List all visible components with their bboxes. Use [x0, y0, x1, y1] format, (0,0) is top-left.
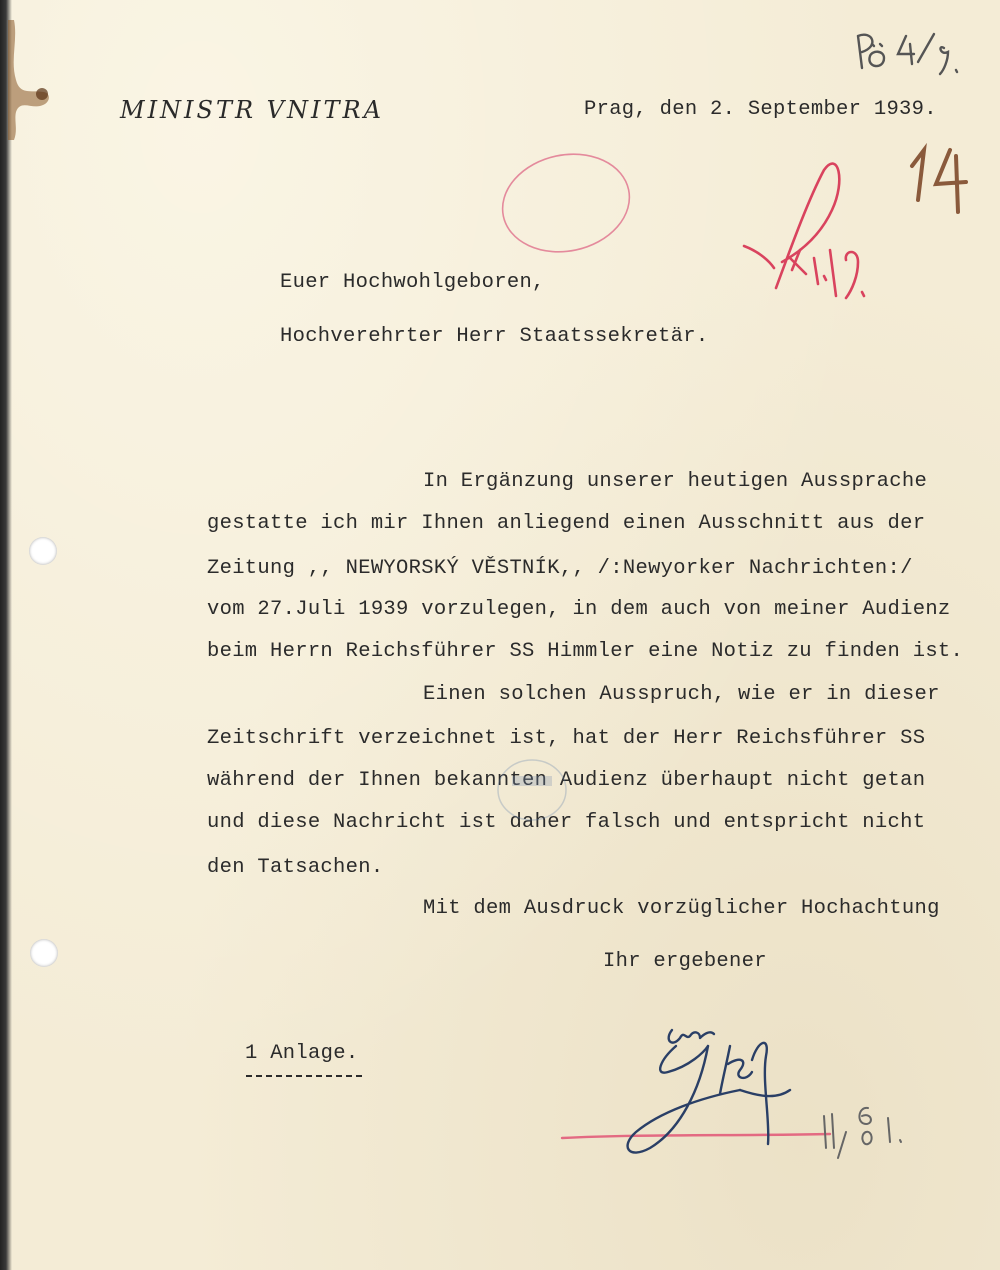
body-line: beim Herrn Reichsführer SS Himmler eine Notiz zu finden ist.	[207, 640, 964, 663]
body-line: Zeitschrift verzeichnet ist, hat der Herr Reichsführer SS	[207, 727, 926, 750]
body-line: Einen solchen Ausspruch, wie er in dieser	[423, 683, 940, 706]
pencil-mark-icon	[824, 1108, 901, 1158]
enclosure-note: 1 Anlage.	[245, 1042, 359, 1065]
salutation-line-1: Euer Hochwohlgeboren,	[280, 271, 545, 294]
letterhead: MINISTR VNITRA	[120, 96, 384, 124]
body-line: den Tatsachen.	[207, 856, 384, 879]
date-line: Prag, den 2. September 1939.	[584, 98, 937, 121]
sign-off: Ihr ergebener	[603, 950, 767, 973]
red-circle-icon	[493, 143, 638, 264]
body-line: vom 27.Juli 1939 vorzulegen, in dem auch von meiner Audienz	[207, 598, 951, 621]
pencil-note-icon	[858, 34, 957, 74]
red-strike-icon	[562, 1134, 830, 1138]
closing-line: Mit dem Ausdruck vorzüglicher Hochachtung	[423, 897, 940, 920]
body-line: während der Ihnen bekannten Audienz überhaupt nicht getan	[207, 769, 926, 792]
body-line: gestatte ich mir Ihnen anliegend einen Ausschnitt aus der	[207, 512, 926, 535]
body-line: In Ergänzung unserer heutigen Aussprache	[423, 470, 928, 493]
body-line: Zeitung ,, NEWYORSKÝ VĚSTNÍK,, /:Newyorker Nachrichten:/	[207, 557, 913, 580]
stamp-impression-icon	[498, 760, 566, 820]
page-number-icon	[912, 150, 966, 212]
red-initials-icon	[744, 164, 864, 298]
body-line: und diese Nachricht ist daher falsch und entspricht nicht	[207, 811, 926, 834]
salutation-line-2: Hochverehrter Herr Staatssekretär.	[280, 325, 709, 348]
